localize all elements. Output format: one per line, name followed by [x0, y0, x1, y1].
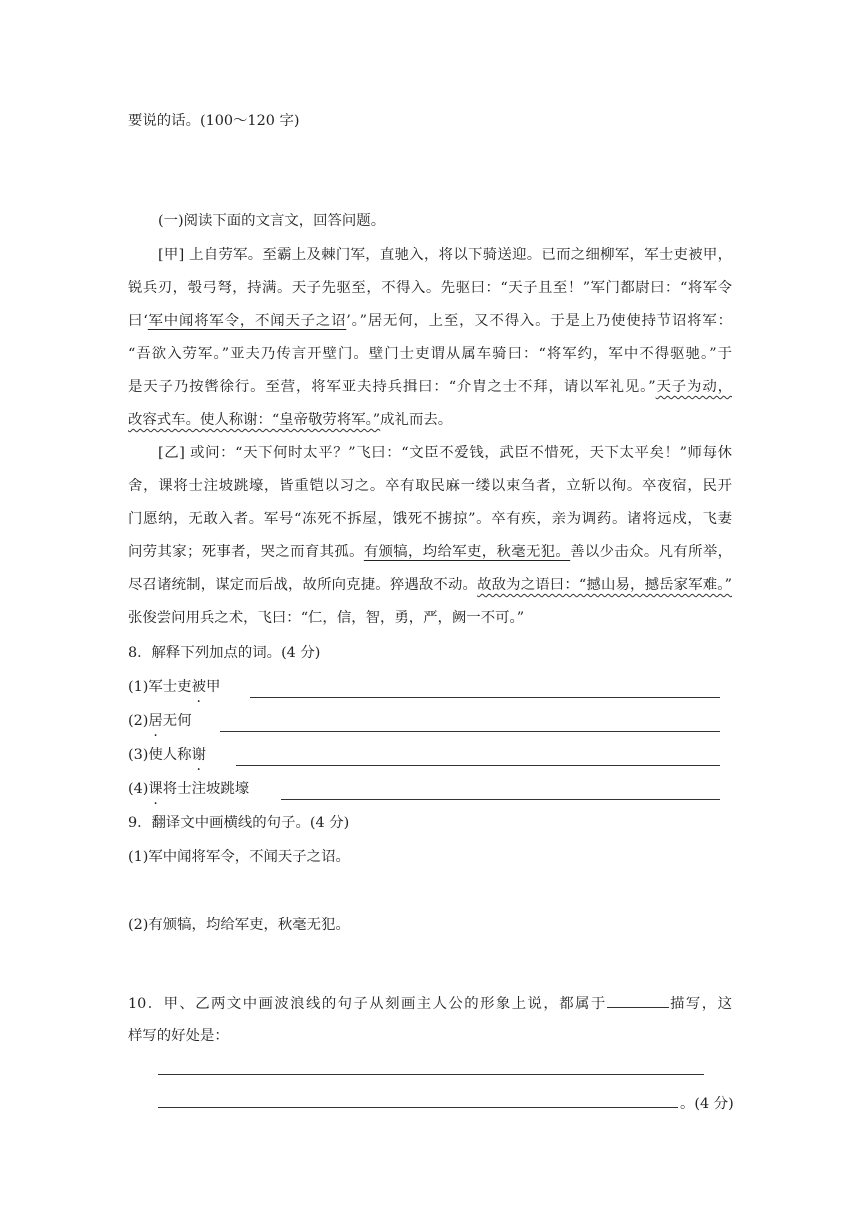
passage-yi-line-4: 问劳其家；死事者，哭之而育其孤。有颁犒，均给军吏，秋毫无犯。善以少击众。凡有所举，	[128, 544, 732, 560]
dotted-word: 课	[148, 781, 163, 797]
q9-sentence-2: (2)有颁犒，均给军吏，秋毫无犯。	[128, 917, 350, 933]
q8-item-3: (3)使人称谢	[128, 747, 206, 763]
passage-jia-line-2: 锐兵刃，彀弓弩，持满。天子先驱至，不得入。先驱曰：“天子且至！”军门都尉曰：“将军令	[128, 280, 732, 296]
passage-yi-line-5: 尽召诸统制，谋定而后战，故所向克捷。猝遇敌不动。故敌为之语曰：“撼山易，撼岳家军难。”	[128, 577, 732, 593]
dotted-word: 谢	[191, 747, 206, 763]
answer-line[interactable]	[158, 1107, 678, 1108]
dotted-word: 被	[191, 679, 206, 695]
passage-jia-line-4: “吾欲入劳军。”亚夫乃传言开壁门。壁门士吏谓从属车骑曰：“将军约，军中不得驱驰。”于	[128, 346, 732, 362]
passage-yi-line-6: 张俊尝问用兵之术，飞曰：“仁，信，智，勇，严，阙一不可。”	[128, 610, 525, 626]
answer-line[interactable]	[158, 1074, 704, 1075]
passage-jia-line-6: 改容式车。使人称谢：“皇帝敬劳将军。”成礼而去。	[128, 412, 453, 428]
question-10-score: 。(4 分)	[680, 1096, 734, 1112]
passage-jia-line-1: [甲] 上自劳军。至霸上及棘门军，直驰入，将以下骑送迎。已而之细柳军，军士吏被甲，	[158, 247, 732, 263]
yi-label: [乙]	[158, 445, 185, 461]
q8-item-1: (1)军士吏被甲	[128, 679, 221, 695]
answer-line[interactable]	[281, 799, 720, 800]
q8-item-2: (2)居无何	[128, 713, 192, 729]
question-10-line-2: 样写的好处是：	[128, 1028, 229, 1044]
question-10-line-1: 10．甲、乙两文中画波浪线的句子从刻画主人公的形象上说，都属于 描写，这	[128, 993, 732, 1014]
question-8-title: 8．解释下列加点的词。(4 分)	[128, 645, 321, 661]
answer-line[interactable]	[250, 697, 720, 698]
answer-line[interactable]	[220, 731, 720, 732]
jia-label: [甲]	[158, 247, 185, 263]
fill-blank[interactable]	[607, 993, 669, 1008]
passage-yi-line-1: [乙] 或问：“天下何时太平？”飞曰：“文臣不爱钱，武臣不惜死，天下太平矣！”师每休	[158, 445, 732, 461]
question-9-title: 9．翻译文中画横线的句子。(4 分)	[128, 815, 350, 831]
passage-jia-line-5: 是天子乃按辔徐行。至营，将军亚夫持兵揖曰：“介胄之士不拜，请以军礼见。”天子为动，	[128, 379, 732, 395]
passage-yi-line-2: 舍，课将士注坡跳壕，皆重铠以习之。卒有取民麻一缕以束刍者，立斩以徇。卒夜宿，民开	[128, 478, 732, 494]
underlined-sentence-1: 军中闻将军令，不闻天子之诏	[147, 313, 347, 329]
wavy-sentence-yi: 故敌为之语曰：“撼山易，撼岳家军难。”	[477, 577, 732, 593]
answer-line[interactable]	[236, 765, 720, 766]
passage-yi-line-3: 门愿纳，无敢入者。军号“冻死不拆屋，饿死不掳掠”。卒有疾，亲为调药。诸将远戍，飞妻	[128, 511, 732, 527]
passage-heading: (一)阅读下面的文言文，回答问题。	[158, 213, 386, 229]
underlined-sentence-2: 有颁犒，均给军吏，秋毫无犯。	[363, 544, 571, 560]
passage-jia-line-3: 曰‘军中闻将军令，不闻天子之诏’。”居无何，上至，又不得入。于是上乃使使持节诏将军：	[128, 313, 732, 329]
dotted-word: 居	[148, 713, 163, 729]
q8-item-4: (4)课将士注坡跳壕	[128, 781, 250, 797]
previous-question-tail: 要说的话。(100～120 字)	[128, 113, 300, 129]
wavy-sentence-jia-end: 改容式车。使人称谢：“皇帝敬劳将军。”	[128, 412, 381, 428]
q9-sentence-1: (1)军中闻将军令，不闻天子之诏。	[128, 849, 350, 865]
wavy-sentence-jia-start: 天子为动，	[655, 379, 732, 395]
